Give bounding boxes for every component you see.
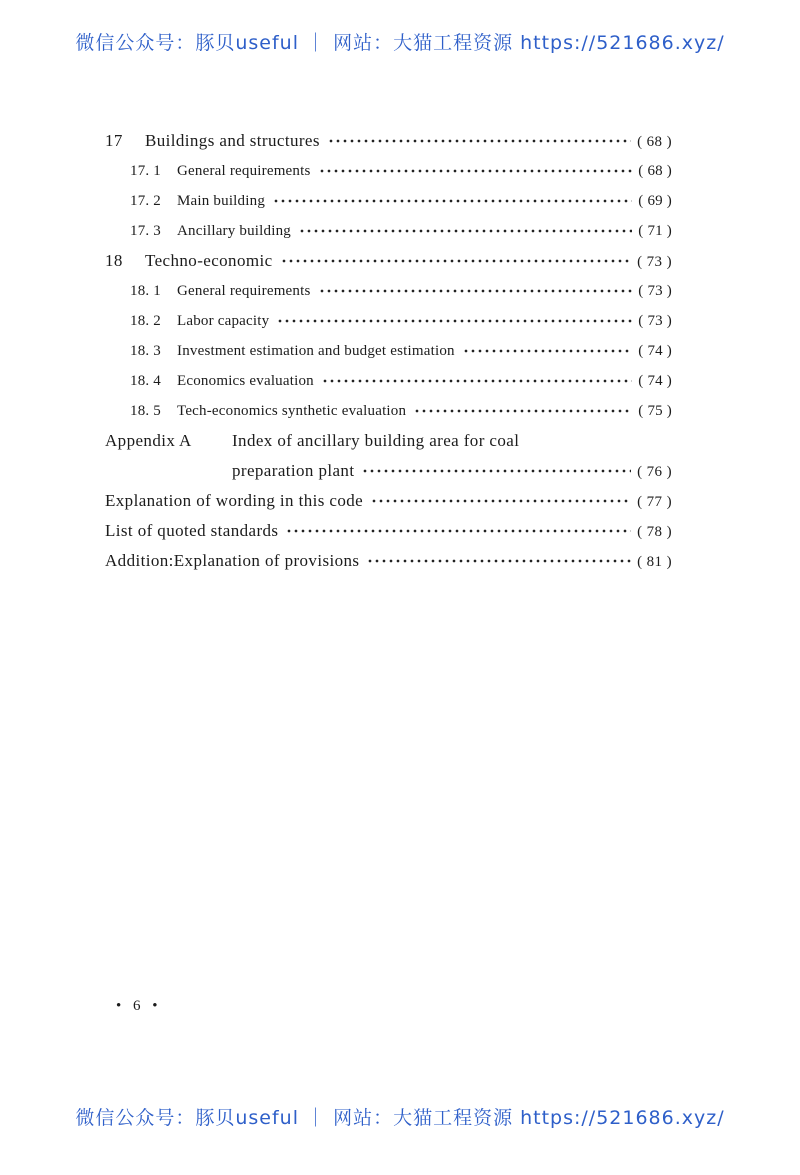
toc-entry-title: General requirements — [177, 283, 311, 299]
table-of-contents — [105, 126, 672, 576]
toc-entry — [105, 276, 672, 306]
dot-leader — [286, 524, 631, 538]
dot-leader — [319, 284, 633, 298]
toc-entry-number: 18. 4 — [130, 373, 161, 389]
toc-entry-title: List of quoted standards — [105, 521, 279, 540]
toc-entry — [105, 396, 672, 426]
toc-entry-number: 17. 3 — [130, 223, 161, 239]
toc-entry-title: Addition:Explanation of provisions — [105, 551, 360, 570]
page-number: ( 78 ) — [637, 524, 672, 540]
toc-entry — [105, 126, 672, 156]
page-number: ( 75 ) — [638, 403, 672, 419]
dot-leader — [371, 494, 631, 508]
dot-leader — [281, 254, 632, 268]
toc-entry — [105, 156, 672, 186]
page-number: ( 73 ) — [638, 313, 672, 329]
page-number: ( 73 ) — [638, 283, 672, 299]
toc-entry — [105, 336, 672, 366]
page-number: ( 73 ) — [637, 254, 672, 270]
toc-entry-title: Techno-economic — [145, 251, 273, 270]
toc-entry-title: preparation plant — [232, 461, 355, 480]
toc-entry-title: Main building — [177, 193, 266, 209]
toc-entry-number: 18. 5 — [130, 403, 161, 419]
toc-entry-title: Explanation of wording in this code — [105, 491, 364, 510]
watermark-bottom: 微信公众号：豚贝useful ｜ 网站：大猫工程资源 https://521686.xyz/ — [75, 1107, 725, 1129]
toc-entry — [105, 216, 672, 246]
toc-entry — [105, 186, 672, 216]
toc-entry-number: 17. 2 — [130, 193, 161, 209]
toc-entry — [105, 246, 672, 276]
toc-entry-number: 18. 3 — [130, 343, 161, 359]
dot-leader — [362, 464, 631, 478]
watermark-top: 微信公众号：豚贝useful ｜ 网站：大猫工程资源 https://521686.xyz/ — [75, 32, 725, 54]
page-number: ( 68 ) — [637, 134, 672, 150]
toc-entry — [105, 306, 672, 336]
toc-entry — [105, 546, 672, 576]
toc-entry-title: Tech-economics synthetic evaluation — [177, 403, 407, 419]
toc-entry-number: 18. 2 — [130, 313, 161, 329]
toc-entry-number: 18. 1 — [130, 283, 161, 299]
toc-entry-number: Appendix A — [105, 431, 192, 450]
toc-entry-title: Labor capacity — [177, 313, 270, 329]
page-number: ( 74 ) — [638, 373, 672, 389]
page-number: ( 81 ) — [637, 554, 672, 570]
page-number: ( 71 ) — [638, 223, 672, 239]
page-number: ( 68 ) — [638, 163, 672, 179]
dot-leader — [319, 164, 633, 178]
toc-entry-title: Index of ancillary building area for coal — [232, 431, 520, 450]
toc-entry — [105, 516, 672, 546]
toc-entry-title: General requirements — [177, 163, 311, 179]
dot-leader — [277, 314, 632, 328]
page-label: • 6 • — [116, 998, 162, 1014]
toc-entry — [105, 456, 672, 486]
page-number: ( 69 ) — [638, 193, 672, 209]
toc-entry-number: 17 — [105, 131, 123, 150]
dot-leader — [328, 134, 631, 148]
dot-leader — [273, 194, 632, 208]
toc-entry — [105, 486, 672, 516]
dot-leader — [322, 374, 632, 388]
dot-leader — [463, 344, 633, 358]
dot-leader — [367, 554, 631, 568]
toc-entry-title: Economics evaluation — [177, 373, 314, 389]
dot-leader — [299, 224, 632, 238]
toc-entry — [105, 366, 672, 396]
page-number: ( 77 ) — [637, 494, 672, 510]
page-number: ( 74 ) — [638, 343, 672, 359]
toc-entry-number: 18 — [105, 251, 123, 270]
toc-entry-title: Ancillary building — [177, 223, 291, 239]
toc-entry-title: Buildings and structures — [145, 131, 320, 150]
dot-leader — [414, 404, 632, 418]
toc-entry — [105, 426, 672, 456]
toc-entry-number: 17. 1 — [130, 163, 161, 179]
page-number: ( 76 ) — [637, 464, 672, 480]
toc-entry-title: Investment estimation and budget estimation — [177, 343, 455, 359]
